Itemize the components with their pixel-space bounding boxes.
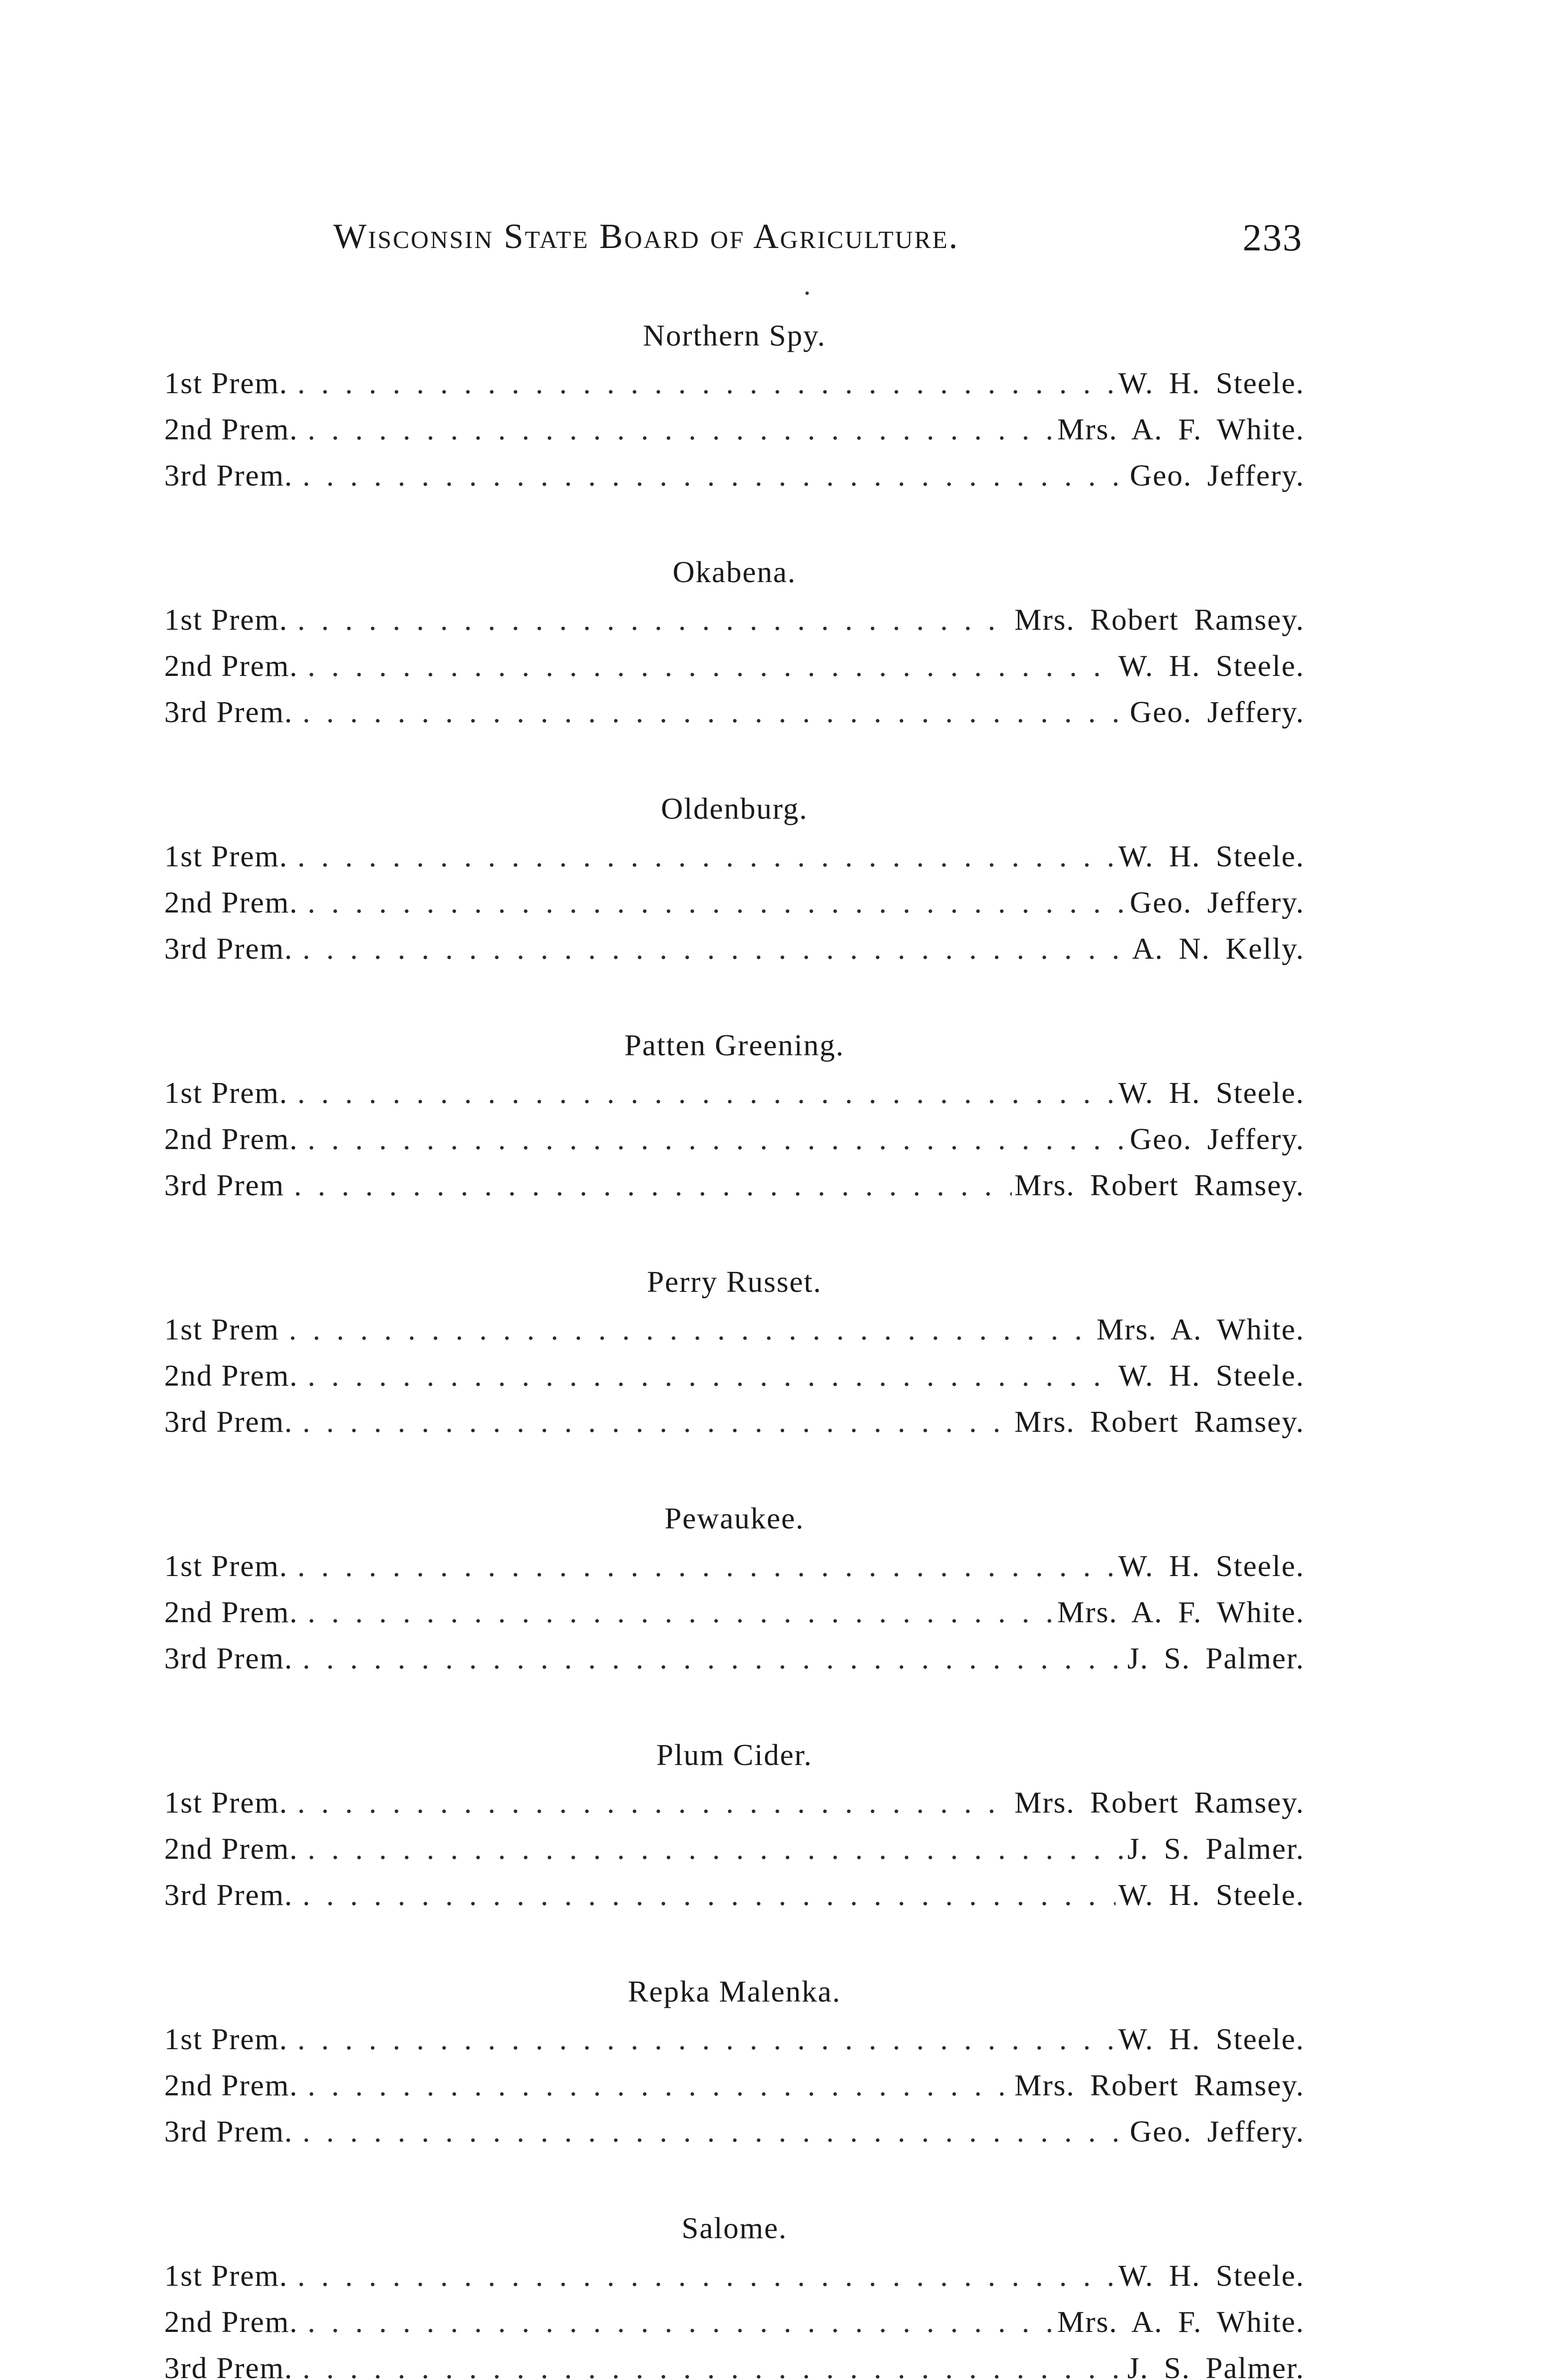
premium-row: [164, 2062, 1305, 2108]
winner-name: Mrs. A. F. White.: [1057, 1595, 1305, 1629]
prize-label: 2nd Prem.: [164, 649, 299, 683]
premium-row: [164, 1825, 1305, 1872]
premium-row: [164, 833, 1305, 879]
premium-row: [164, 925, 1305, 972]
dot-leader: [308, 2062, 1012, 2108]
dot-leader: [294, 1162, 1011, 1208]
prize-label: 2nd Prem.: [164, 2068, 299, 2102]
variety-section: [164, 314, 1305, 498]
winner-name: Mrs. Robert Ramsey.: [1014, 603, 1305, 636]
dot-leader: [298, 2252, 1116, 2299]
premium-row: [164, 1872, 1305, 1918]
premium-row: [164, 879, 1305, 925]
winner-name: W. H. Steele.: [1118, 2022, 1305, 2056]
premium-row: [164, 643, 1305, 689]
premium-row: [164, 1162, 1305, 1208]
prize-label: 2nd Prem.: [164, 1122, 299, 1156]
premium-row: [164, 1352, 1305, 1398]
prize-label: 2nd Prem.: [164, 885, 299, 919]
prize-label: 1st Prem.: [164, 839, 288, 873]
dot-leader: [308, 879, 1127, 925]
prize-label: 1st Prem.: [164, 1076, 288, 1110]
dot-leader: [298, 1779, 1012, 1825]
premium-row: [164, 596, 1305, 643]
winner-name: Mrs. A. F. White.: [1057, 412, 1305, 446]
variety-section: [164, 787, 1305, 972]
winner-name: W. H. Steele.: [1118, 1076, 1305, 1110]
premium-list: [164, 314, 1305, 2380]
premium-row: [164, 2108, 1305, 2154]
premium-row: [164, 689, 1305, 735]
variety-title: Pewaukee.: [664, 1501, 805, 1535]
variety-title: Okabena.: [672, 555, 797, 589]
variety-title: Plum Cider.: [656, 1738, 813, 1772]
winner-name: W. H. Steele.: [1118, 649, 1305, 683]
winner-name: Mrs. Robert Ramsey.: [1014, 1785, 1305, 1819]
winner-name: J. S. Palmer.: [1127, 1832, 1305, 1865]
prize-label: 3rd Prem: [164, 1168, 285, 1202]
winner-name: J. S. Palmer.: [1127, 1641, 1305, 1675]
winner-name: W. H. Steele.: [1118, 1359, 1305, 1392]
variety-title: Northern Spy.: [643, 318, 826, 352]
dot-leader: [302, 1872, 1115, 1918]
variety-section: [164, 1497, 1305, 1681]
dot-leader: [302, 1635, 1124, 1681]
prize-label: 1st Prem.: [164, 2022, 288, 2056]
winner-name: W. H. Steele.: [1118, 1549, 1305, 1583]
variety-title: Patten Greening.: [624, 1028, 845, 1062]
prize-label: 2nd Prem.: [164, 1595, 299, 1629]
prize-label: 1st Prem.: [164, 1549, 288, 1583]
winner-name: Geo. Jeffery.: [1130, 695, 1305, 729]
winner-name: W. H. Steele.: [1118, 366, 1305, 400]
winner-name: Mrs. Robert Ramsey.: [1014, 1405, 1305, 1438]
premium-row: [164, 2252, 1305, 2299]
dot-leader: [302, 1398, 1011, 1445]
prize-label: 1st Prem.: [164, 603, 288, 636]
premium-row: [164, 1779, 1305, 1825]
premium-row: [164, 406, 1305, 452]
dot-leader: [298, 833, 1116, 879]
dot-leader: [308, 2299, 1054, 2345]
winner-name: Geo. Jeffery.: [1130, 885, 1305, 919]
dot-leader: [302, 925, 1129, 972]
prize-label: 3rd Prem.: [164, 458, 293, 492]
variety-section: [164, 1970, 1305, 2154]
premium-row: [164, 1306, 1305, 1352]
premium-row: [164, 1543, 1305, 1589]
winner-name: A. N. Kelly.: [1132, 932, 1305, 965]
dot-leader: [308, 406, 1054, 452]
dot-leader: [302, 2108, 1127, 2154]
dot-leader: [308, 1352, 1116, 1398]
prize-label: 3rd Prem.: [164, 1641, 293, 1675]
premium-row: [164, 1070, 1305, 1116]
variety-section: [164, 2207, 1305, 2380]
dot-leader: [302, 2345, 1124, 2380]
prize-label: 3rd Prem.: [164, 695, 293, 729]
prize-label: 3rd Prem.: [164, 2351, 293, 2380]
winner-name: W. H. Steele.: [1118, 1878, 1305, 1912]
prize-label: 3rd Prem.: [164, 1405, 293, 1438]
dot-leader: [298, 1070, 1116, 1116]
dot-leader: [302, 689, 1127, 735]
prize-label: 1st Prem.: [164, 2259, 288, 2292]
winner-name: Mrs. Robert Ramsey.: [1014, 2068, 1305, 2102]
prize-label: 3rd Prem.: [164, 932, 293, 965]
page-number: 233: [1243, 217, 1303, 259]
winner-name: Mrs. A. F. White.: [1057, 2305, 1305, 2339]
dot-leader: [298, 1543, 1116, 1589]
prize-label: 2nd Prem.: [164, 412, 299, 446]
winner-name: Mrs. A. White.: [1096, 1312, 1305, 1346]
variety-section: [164, 551, 1305, 735]
winner-name: J. S. Palmer.: [1127, 2351, 1305, 2380]
prize-label: 1st Prem.: [164, 366, 288, 400]
premium-row: [164, 360, 1305, 406]
prize-label: 2nd Prem.: [164, 1359, 299, 1392]
variety-section: [164, 1024, 1305, 1208]
variety-title: Salome.: [681, 2211, 787, 2245]
dot-leader: [308, 1589, 1054, 1635]
variety-section: [164, 1260, 1305, 1445]
premium-row: [164, 1116, 1305, 1162]
variety-title: Perry Russet.: [647, 1265, 822, 1299]
prize-label: 2nd Prem.: [164, 2305, 299, 2339]
premium-row: [164, 1635, 1305, 1681]
prize-label: 3rd Prem.: [164, 1878, 293, 1912]
stray-mark: •: [805, 286, 810, 301]
premium-row: [164, 2345, 1305, 2380]
winner-name: Geo. Jeffery.: [1130, 458, 1305, 492]
prize-label: 2nd Prem.: [164, 1832, 299, 1865]
winner-name: Mrs. Robert Ramsey.: [1014, 1168, 1305, 1202]
dot-leader: [289, 1306, 1094, 1352]
variety-section: [164, 1734, 1305, 1918]
variety-title: Oldenburg.: [661, 792, 808, 825]
dot-leader: [298, 596, 1012, 643]
prize-label: 1st Prem: [164, 1312, 279, 1346]
winner-name: W. H. Steele.: [1118, 2259, 1305, 2292]
dot-leader: [302, 452, 1127, 498]
winner-name: Geo. Jeffery.: [1130, 2114, 1305, 2148]
premium-row: [164, 452, 1305, 498]
dot-leader: [298, 360, 1116, 406]
dot-leader: [308, 1825, 1125, 1872]
winner-name: W. H. Steele.: [1118, 839, 1305, 873]
winner-name: Geo. Jeffery.: [1130, 1122, 1305, 1156]
variety-title: Repka Malenka.: [628, 1974, 841, 2008]
prize-label: 1st Prem.: [164, 1785, 288, 1819]
running-head: Wisconsin State Board of Agriculture.: [333, 217, 959, 256]
premium-row: [164, 1398, 1305, 1445]
dot-leader: [298, 2016, 1116, 2062]
premium-row: [164, 1589, 1305, 1635]
premium-row: [164, 2016, 1305, 2062]
dot-leader: [308, 643, 1116, 689]
prize-label: 3rd Prem.: [164, 2114, 293, 2148]
dot-leader: [308, 1116, 1127, 1162]
premium-row: [164, 2299, 1305, 2345]
